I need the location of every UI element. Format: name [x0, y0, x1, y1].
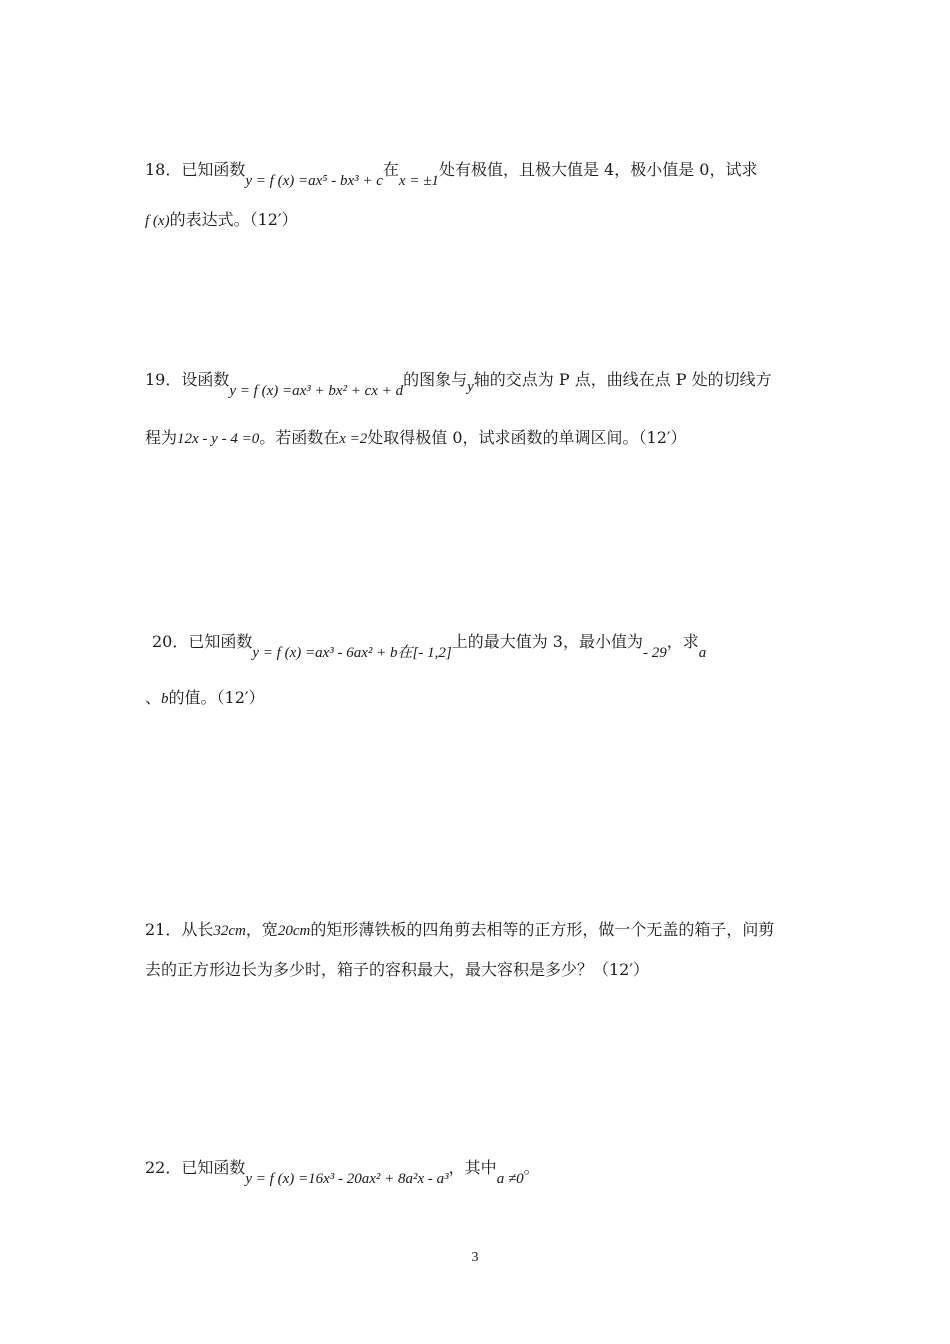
- math-formula: a ≠0: [496, 1171, 524, 1187]
- problem-text: 的表达式。（12′）: [169, 210, 298, 229]
- math-formula: - 29: [642, 645, 667, 661]
- problem-21-line-2: [145, 960, 649, 980]
- problem-21-line-1: [145, 920, 774, 941]
- problem-text: 上的最大值为 3，最小值为: [451, 632, 643, 651]
- problem-text: 在: [382, 160, 399, 179]
- math-formula: f (x): [145, 213, 170, 229]
- problem-text: ，宽: [245, 920, 278, 939]
- problem-20-line-2: [145, 688, 265, 709]
- problem-text: 、: [145, 688, 162, 707]
- math-formula: 12x - y - 4 =0: [177, 431, 260, 447]
- page-number: 3: [471, 1250, 479, 1265]
- problem-text: 处取得极值 0，试求函数的单调区间。（12′）: [367, 428, 687, 447]
- problem-text: 21．从长: [145, 920, 214, 939]
- math-formula: y: [467, 379, 474, 395]
- problem-text: 程为: [145, 428, 178, 447]
- math-formula: x =2: [339, 431, 368, 447]
- problem-text: 。: [523, 1158, 540, 1177]
- math-formula: y = f (x) =ax³ - 6ax² + b在[- 1,2]: [252, 645, 452, 661]
- problem-text: 18．已知函数: [145, 160, 246, 179]
- math-formula: y = f (x) =16x³ - 20ax² + 8a²x - a³: [245, 1171, 449, 1187]
- problem-text: ，其中: [448, 1158, 497, 1177]
- math-variable: b: [161, 691, 169, 707]
- problem-text: 的矩形薄铁板的四角剪去相等的正方形，做一个无盖的箱子，问剪: [310, 920, 775, 939]
- problem-text: 去的正方形边长为多少时，箱子的容积最大，最大容积是多少？（12′）: [145, 960, 649, 979]
- problem-text: ，求: [666, 632, 699, 651]
- problem-text: 。若函数在: [259, 428, 340, 447]
- math-formula: 20cm: [277, 923, 311, 939]
- problem-text: 22．已知函数: [145, 1158, 246, 1177]
- problem-19-line-2: [145, 428, 687, 449]
- problem-text: 处有极值，且极大值是 4，极小值是 0，试求: [438, 160, 758, 179]
- math-variable: a: [698, 645, 707, 661]
- problem-18-line-2: [145, 210, 298, 231]
- problem-text: 19．设函数: [145, 370, 230, 389]
- problem-text: 的图象与: [403, 370, 468, 389]
- problem-text: 20．已知函数: [152, 632, 253, 651]
- math-formula: y = f (x) =ax⁵ - bx³ + c: [245, 173, 383, 189]
- math-formula: x = ±1: [398, 173, 439, 189]
- problem-text: 轴的交点为 P 点，曲线在点 P 处的切线方: [473, 370, 772, 389]
- math-formula: y = f (x) =ax³ + bx² + cx + d: [229, 383, 404, 399]
- problem-20-line-1: [152, 632, 707, 661]
- problem-text: 的值。（12′）: [168, 688, 265, 707]
- problem-22-line-1: [145, 1158, 540, 1187]
- math-formula: 32cm: [213, 923, 246, 939]
- problem-19-line-1: [145, 370, 772, 399]
- problem-18-line-1: [145, 160, 758, 189]
